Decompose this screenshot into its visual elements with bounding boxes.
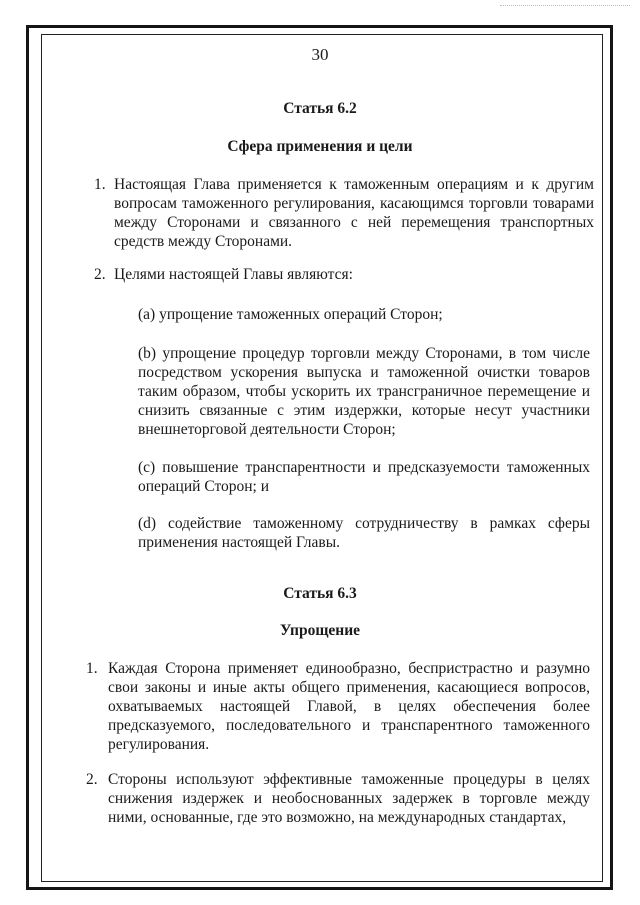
paragraph: Стороны используют эффективные таможенные процедуры в целях снижения издержек и необоснованных задержек в торговле между ними, основанные, где это возможно, на международных стандартах, xyxy=(108,771,590,826)
article-6-2-title: Статья 6.2 xyxy=(283,100,357,117)
subitem: (c) повышение транспарентности и предсказуемости таможенных операций Сторон; и xyxy=(138,459,590,495)
paragraph: Каждая Сторона применяет единообразно, беспристрастно и разумно свои законы и иные акты общего применения, касающиеся вопросов, охватываемых настоящей Главой, в целях обеспечения более предсказуемого, последовательного и транспарентного таможенного регулирования. xyxy=(108,660,590,753)
paragraph: Целями настоящей Главы являются: xyxy=(114,266,353,283)
paragraph: Настоящая Глава применяется к таможенным операциям и к другим вопросам таможенного регулирования, касающимся торговли товарами между Сторонами и связанного с ней перемещения транспортных средств между Сторонами. xyxy=(114,176,594,250)
article-6-3-title: Статья 6.3 xyxy=(283,585,357,602)
item-number: 1. xyxy=(94,176,106,193)
item-number: 1. xyxy=(86,660,98,677)
page-number: 30 xyxy=(311,45,329,64)
article-6-2-subtitle: Сфера применения и цели xyxy=(227,138,413,155)
subitem: (b) упрощение процедур торговли между Сторонами, в том числе посредством ускорения выпуска и таможенной очистки товаров таким образом, чтобы ускорить их трансграничное перемещение и снизить связанные с этим издержки, которые несут участники внешнеторговой деятельности Сторон; xyxy=(138,345,590,438)
subitem: (a) упрощение таможенных операций Сторон; xyxy=(138,306,443,323)
article-6-3-subtitle: Упрощение xyxy=(279,622,361,639)
subitem: (d) содействие таможенному сотрудничеству в рамках сферы применения настоящей Главы. xyxy=(138,515,590,551)
item-number: 2. xyxy=(86,771,98,788)
item-number: 2. xyxy=(94,266,106,283)
